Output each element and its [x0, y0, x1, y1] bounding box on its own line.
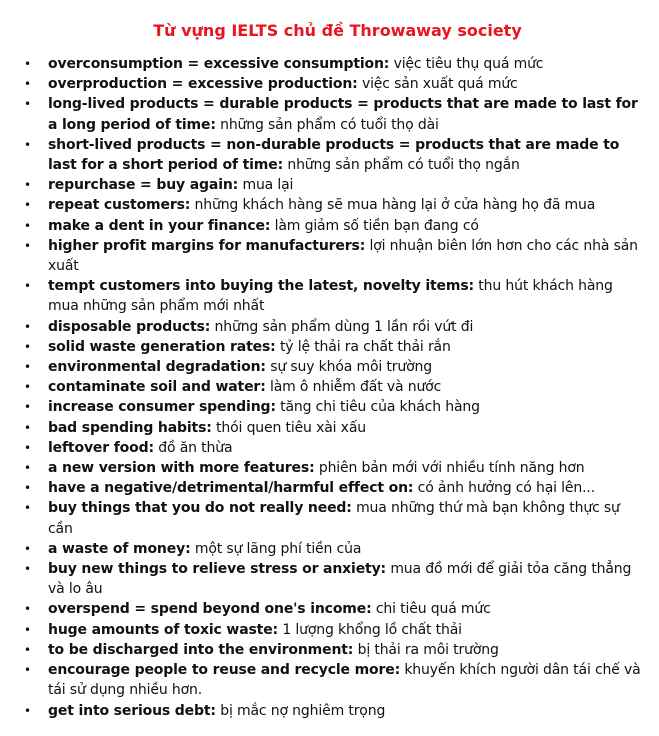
- list-item: [22, 620, 641, 640]
- list-item: [22, 438, 641, 458]
- vocab-term: a new version with more features:: [48, 460, 315, 477]
- list-item: [22, 539, 641, 559]
- vocab-meaning: làm giảm số tiền bạn đang có: [274, 217, 479, 234]
- bullet-icon: •: [24, 279, 31, 294]
- list-item: [22, 175, 641, 195]
- vocab-term: short-lived products = non-durable products = products that are made to last for a short period of time:: [48, 136, 620, 174]
- list-item: [22, 74, 641, 94]
- list-item: [22, 397, 641, 417]
- vocab-meaning: tăng chi tiêu của khách hàng: [280, 399, 480, 416]
- bullet-icon: •: [24, 461, 31, 476]
- list-item: [22, 276, 641, 316]
- bullet-icon: •: [24, 218, 31, 233]
- list-item: [22, 660, 641, 700]
- vocab-meaning: những sản phẩm có tuổi thọ ngắn: [287, 157, 520, 174]
- list-item: [22, 195, 641, 215]
- list-item: [22, 559, 641, 599]
- list-item: [22, 135, 641, 175]
- list-item: [22, 599, 641, 619]
- list-item: [22, 701, 641, 721]
- vocab-meaning: đồ ăn thừa: [158, 439, 233, 456]
- vocab-meaning: bị thải ra môi trường: [357, 641, 499, 658]
- vocab-meaning: tỷ lệ thải ra chất thải rắn: [279, 338, 451, 355]
- vocab-meaning: một sự lãng phí tiền của: [194, 540, 362, 557]
- bullet-icon: •: [24, 622, 31, 637]
- vocab-meaning: lợi nhuận biên lớn hơn cho các nhà sản xuất: [48, 237, 638, 275]
- vocab-term: overproduction = excessive production:: [48, 76, 358, 93]
- vocab-term: higher profit margins for manufacturers:: [48, 237, 366, 254]
- vocab-meaning: có ảnh hưởng có hại lên...: [417, 480, 596, 497]
- bullet-icon: •: [24, 380, 31, 395]
- vocab-term: bad spending habits:: [48, 419, 212, 436]
- bullet-icon: •: [24, 77, 31, 92]
- vocab-meaning: thói quen tiêu xài xấu: [216, 419, 366, 436]
- list-item: [22, 236, 641, 276]
- bullet-icon: •: [24, 501, 31, 516]
- vocab-meaning: làm ô nhiễm đất và nước: [269, 379, 442, 396]
- list-item: [22, 377, 641, 397]
- vocab-term: huge amounts of toxic waste:: [48, 621, 279, 638]
- bullet-icon: •: [24, 238, 31, 253]
- vocab-term: leftover food:: [48, 439, 154, 456]
- vocab-term: make a dent in your finance:: [48, 217, 271, 234]
- bullet-icon: •: [24, 602, 31, 617]
- vocab-meaning: thu hút khách hàng mua những sản phẩm mới nhất: [48, 278, 613, 315]
- vocab-meaning: mua đồ mới để giải tỏa căng thẳng và lo âu: [48, 561, 632, 598]
- vocab-meaning: những sản phẩm dùng 1 lần rồi vứt đi: [214, 318, 474, 335]
- bullet-icon: •: [24, 642, 31, 657]
- vocab-term: increase consumer spending:: [48, 399, 276, 416]
- bullet-icon: •: [24, 562, 31, 577]
- vocabulary-list: [22, 54, 641, 721]
- list-item: [22, 498, 641, 538]
- vocab-meaning: sự suy khóa môi trường: [270, 359, 432, 376]
- bullet-icon: •: [24, 663, 31, 678]
- vocab-term: overconsumption = excessive consumption:: [48, 56, 390, 72]
- vocab-term: repeat customers:: [48, 197, 191, 214]
- vocab-term: have a negative/detrimental/harmful effect on:: [48, 480, 414, 497]
- bullet-icon: •: [24, 360, 31, 375]
- bullet-icon: •: [24, 319, 31, 334]
- vocab-term: solid waste generation rates:: [48, 338, 276, 355]
- vocab-meaning: những khách hàng sẽ mua hàng lại ở cửa hàng họ đã mua: [194, 197, 596, 214]
- vocab-term: overspend = spend beyond one's income:: [48, 601, 372, 618]
- list-item: [22, 458, 641, 478]
- vocab-term: buy new things to relieve stress or anxiety:: [48, 561, 386, 578]
- list-item: [22, 478, 641, 498]
- vocab-meaning: khuyến khích người dân tái chế và tái sử dụng nhiều hơn.: [48, 662, 641, 699]
- bullet-icon: •: [24, 137, 31, 152]
- list-item: [22, 54, 641, 74]
- bullet-icon: •: [24, 420, 31, 435]
- vocab-term: to be discharged into the environment:: [48, 641, 354, 658]
- vocab-term: buy things that you do not really need:: [48, 500, 352, 517]
- bullet-icon: •: [24, 481, 31, 496]
- page-title: Từ vựng IELTS chủ đề Throwaway society: [153, 21, 522, 40]
- list-item: [22, 640, 641, 660]
- bullet-icon: •: [24, 703, 31, 718]
- list-item: [22, 418, 641, 438]
- list-item: [22, 357, 641, 377]
- vocab-term: tempt customers into buying the latest, novelty items:: [48, 278, 474, 295]
- bullet-icon: •: [24, 97, 31, 112]
- bullet-icon: •: [24, 198, 31, 213]
- vocab-term: a waste of money:: [48, 540, 191, 557]
- vocab-term: disposable products:: [48, 318, 211, 335]
- vocab-meaning: bị mắc nợ nghiêm trọng: [220, 702, 386, 719]
- vocab-term: repurchase = buy again:: [48, 177, 239, 194]
- vocab-meaning: việc sản xuất quá mức: [361, 76, 518, 93]
- vocab-meaning: những sản phẩm có tuổi thọ dài: [220, 116, 439, 133]
- vocab-meaning: mua lại: [242, 177, 294, 194]
- vocab-meaning: mua những thứ mà bạn không thực sự cần: [48, 500, 620, 537]
- list-item: [22, 317, 641, 337]
- bullet-icon: •: [24, 178, 31, 193]
- vocab-term: environmental degradation:: [48, 359, 266, 376]
- vocab-term: long-lived products = durable products = products that are made to last for a long period of time:: [48, 96, 638, 133]
- vocab-term: contaminate soil and water:: [48, 379, 266, 396]
- list-item: [22, 216, 641, 236]
- bullet-icon: •: [24, 339, 31, 354]
- vocab-term: encourage people to reuse and recycle more:: [48, 662, 401, 679]
- bullet-icon: •: [24, 400, 31, 415]
- bullet-icon: •: [24, 541, 31, 556]
- vocab-meaning: 1 lượng khổng lồ chất thải: [282, 621, 462, 638]
- vocab-term: get into serious debt:: [48, 702, 216, 719]
- list-item: [22, 94, 641, 134]
- bullet-icon: •: [24, 57, 31, 71]
- vocab-meaning: phiên bản mới với nhiều tính năng hơn: [318, 460, 585, 477]
- vocab-meaning: việc tiêu thụ quá mức: [393, 56, 544, 72]
- list-item: [22, 337, 641, 357]
- vocab-meaning: chi tiêu quá mức: [375, 601, 491, 618]
- bullet-icon: •: [24, 440, 31, 455]
